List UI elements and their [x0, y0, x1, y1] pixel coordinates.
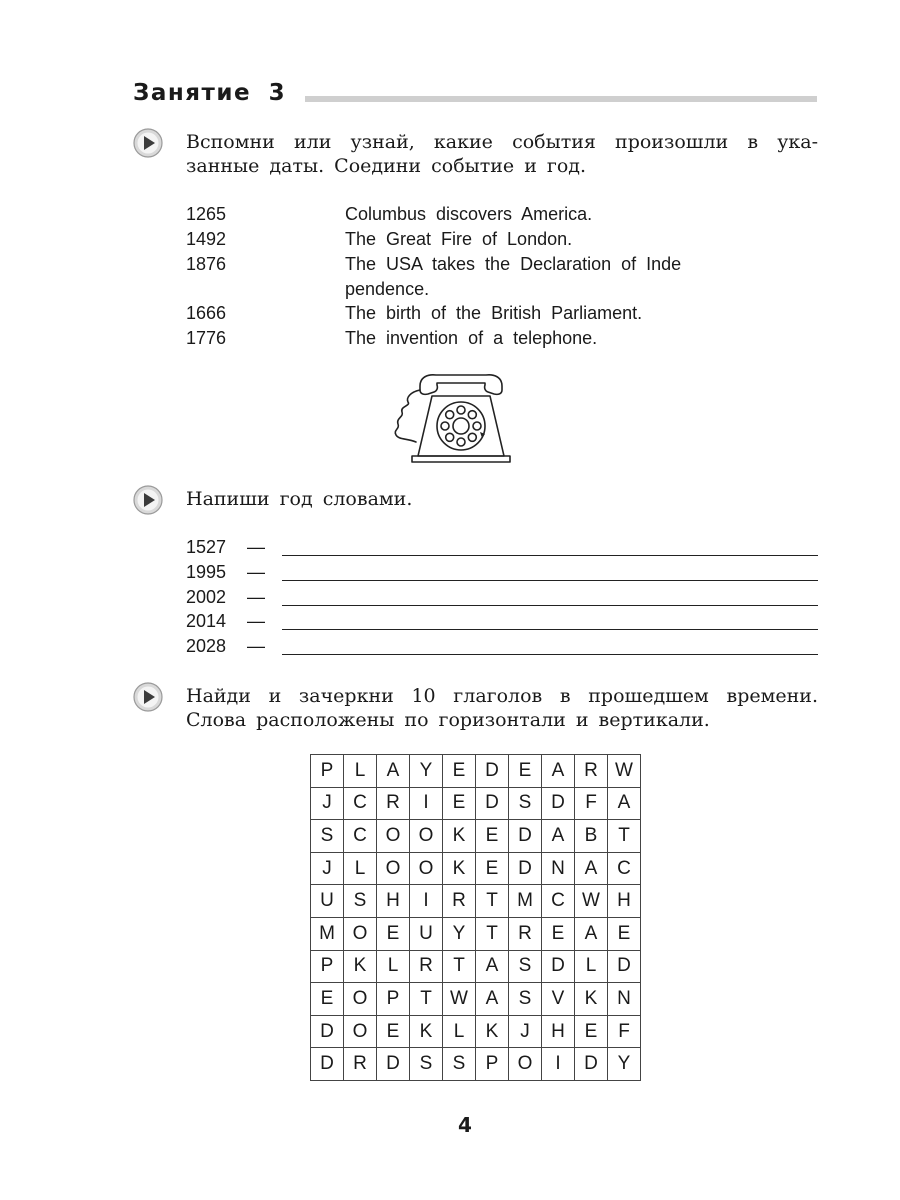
grid-cell[interactable]: R: [575, 755, 608, 788]
event-text: The Great Fire of London.: [345, 229, 573, 249]
grid-cell[interactable]: D: [542, 950, 575, 983]
grid-cell[interactable]: I: [410, 787, 443, 820]
grid-cell[interactable]: O: [344, 1015, 377, 1048]
page-number: 4: [458, 1113, 472, 1137]
grid-cell[interactable]: P: [377, 983, 410, 1016]
grid-cell[interactable]: E: [608, 917, 641, 950]
grid-row: [311, 950, 641, 983]
grid-cell[interactable]: L: [344, 755, 377, 788]
grid-cell[interactable]: W: [443, 983, 476, 1016]
grid-cell[interactable]: H: [608, 885, 641, 918]
grid-cell[interactable]: H: [377, 885, 410, 918]
grid-cell[interactable]: E: [377, 917, 410, 950]
write-dash: —: [247, 562, 265, 582]
grid-row: [311, 852, 641, 885]
grid-cell[interactable]: A: [542, 820, 575, 853]
write-row: [186, 561, 818, 586]
grid-cell[interactable]: P: [476, 1048, 509, 1081]
grid-cell[interactable]: T: [443, 950, 476, 983]
grid-cell[interactable]: K: [575, 983, 608, 1016]
grid-cell[interactable]: K: [344, 950, 377, 983]
answer-line[interactable]: [282, 605, 818, 606]
grid-cell[interactable]: E: [377, 1015, 410, 1048]
event-text: The invention of a telephone.: [345, 328, 598, 348]
grid-cell[interactable]: P: [311, 755, 344, 788]
answer-line[interactable]: [282, 654, 818, 655]
write-year: 1527: [186, 537, 227, 557]
play-bullet-icon: [133, 128, 163, 158]
grid-cell[interactable]: D: [509, 820, 542, 853]
grid-cell[interactable]: D: [311, 1015, 344, 1048]
write-year: 2014: [186, 611, 227, 631]
grid-cell[interactable]: J: [311, 852, 344, 885]
grid-cell[interactable]: A: [575, 852, 608, 885]
grid-cell[interactable]: W: [608, 755, 641, 788]
grid-cell[interactable]: C: [344, 820, 377, 853]
grid-cell[interactable]: M: [311, 917, 344, 950]
grid-cell[interactable]: C: [542, 885, 575, 918]
task3-instruction: Найди и зачеркни 10 глаголов в прошедшем времени. Слова расположены по горизонтали и вертикали.: [186, 685, 818, 731]
grid-cell[interactable]: J: [311, 787, 344, 820]
write-row: [186, 610, 818, 635]
grid-cell[interactable]: C: [608, 852, 641, 885]
grid-cell[interactable]: D: [311, 1048, 344, 1081]
grid-cell[interactable]: W: [575, 885, 608, 918]
grid-row: [311, 755, 641, 788]
event-year: 1876: [186, 254, 227, 274]
grid-cell[interactable]: O: [410, 820, 443, 853]
grid-cell[interactable]: E: [509, 755, 542, 788]
grid-cell[interactable]: D: [542, 787, 575, 820]
grid-cell[interactable]: R: [443, 885, 476, 918]
grid-row: [311, 820, 641, 853]
grid-row: [311, 917, 641, 950]
grid-cell[interactable]: V: [542, 983, 575, 1016]
write-dash: —: [247, 636, 265, 656]
event-text: The USA takes the Declaration of Inde pendence.: [345, 254, 682, 299]
write-year: 2028: [186, 636, 227, 656]
write-dash: —: [247, 537, 265, 557]
grid-cell[interactable]: Y: [443, 917, 476, 950]
grid-cell[interactable]: O: [410, 852, 443, 885]
grid-cell[interactable]: L: [443, 1015, 476, 1048]
grid-cell[interactable]: O: [377, 820, 410, 853]
grid-cell[interactable]: A: [476, 950, 509, 983]
grid-cell[interactable]: B: [575, 820, 608, 853]
event-year: 1666: [186, 303, 227, 323]
grid-cell[interactable]: N: [608, 983, 641, 1016]
write-row: [186, 635, 818, 660]
grid-cell[interactable]: D: [509, 852, 542, 885]
grid-cell[interactable]: L: [377, 950, 410, 983]
rotary-telephone-icon: [394, 372, 526, 468]
grid-cell[interactable]: K: [443, 820, 476, 853]
write-year: 2002: [186, 587, 227, 607]
write-row: [186, 586, 818, 611]
grid-row: [311, 983, 641, 1016]
grid-cell[interactable]: S: [344, 885, 377, 918]
grid-cell[interactable]: K: [410, 1015, 443, 1048]
grid-cell[interactable]: E: [311, 983, 344, 1016]
grid-cell[interactable]: D: [476, 755, 509, 788]
grid-cell[interactable]: P: [311, 950, 344, 983]
grid-cell[interactable]: E: [476, 820, 509, 853]
answer-line[interactable]: [282, 555, 818, 556]
grid-cell[interactable]: H: [542, 1015, 575, 1048]
event-text: Columbus discovers America.: [345, 204, 593, 224]
grid-cell[interactable]: E: [443, 787, 476, 820]
grid-cell[interactable]: E: [476, 852, 509, 885]
grid-cell[interactable]: D: [377, 1048, 410, 1081]
grid-cell[interactable]: O: [344, 983, 377, 1016]
grid-cell[interactable]: R: [344, 1048, 377, 1081]
word-search-grid: [310, 754, 641, 1081]
grid-row: [311, 1048, 641, 1081]
grid-cell[interactable]: L: [344, 852, 377, 885]
grid-cell[interactable]: A: [476, 983, 509, 1016]
grid-cell[interactable]: O: [509, 1048, 542, 1081]
grid-cell[interactable]: S: [410, 1048, 443, 1081]
grid-cell[interactable]: D: [575, 1048, 608, 1081]
grid-cell[interactable]: D: [476, 787, 509, 820]
grid-cell[interactable]: R: [509, 917, 542, 950]
write-row: [186, 536, 818, 561]
grid-cell[interactable]: S: [509, 983, 542, 1016]
lesson-title: Занятие 3: [133, 80, 287, 106]
grid-cell[interactable]: E: [575, 1015, 608, 1048]
grid-cell[interactable]: A: [608, 787, 641, 820]
play-bullet-icon: [133, 485, 163, 515]
write-dash: —: [247, 611, 265, 631]
grid-cell[interactable]: I: [542, 1048, 575, 1081]
grid-cell[interactable]: T: [608, 820, 641, 853]
title-rule: [305, 96, 817, 102]
grid-cell[interactable]: F: [608, 1015, 641, 1048]
grid-cell[interactable]: I: [410, 885, 443, 918]
grid-cell[interactable]: L: [575, 950, 608, 983]
grid-cell[interactable]: J: [509, 1015, 542, 1048]
grid-cell[interactable]: A: [575, 917, 608, 950]
grid-cell[interactable]: E: [542, 917, 575, 950]
play-bullet-icon: [133, 682, 163, 712]
grid-cell[interactable]: S: [311, 820, 344, 853]
grid-cell[interactable]: U: [311, 885, 344, 918]
grid-row: [311, 885, 641, 918]
event-text: The birth of the British Parliament.: [345, 303, 643, 323]
grid-cell[interactable]: S: [443, 1048, 476, 1081]
grid-cell[interactable]: D: [608, 950, 641, 983]
write-year: 1995: [186, 562, 227, 582]
write-dash: —: [247, 587, 265, 607]
grid-cell[interactable]: T: [476, 885, 509, 918]
grid-cell[interactable]: O: [377, 852, 410, 885]
grid-cell[interactable]: M: [509, 885, 542, 918]
task2-instruction: Напиши год словами.: [186, 488, 413, 510]
grid-cell[interactable]: A: [377, 755, 410, 788]
grid-row: [311, 787, 641, 820]
event-year: 1776: [186, 328, 227, 348]
grid-cell[interactable]: Y: [608, 1048, 641, 1081]
grid-cell[interactable]: T: [476, 917, 509, 950]
grid-cell[interactable]: C: [344, 787, 377, 820]
grid-cell[interactable]: O: [344, 917, 377, 950]
grid-cell[interactable]: A: [542, 755, 575, 788]
grid-row: [311, 1015, 641, 1048]
grid-cell[interactable]: K: [476, 1015, 509, 1048]
event-year: 1265: [186, 204, 227, 224]
grid-cell[interactable]: S: [509, 787, 542, 820]
grid-cell[interactable]: N: [542, 852, 575, 885]
grid-cell[interactable]: U: [410, 917, 443, 950]
answer-line[interactable]: [282, 629, 818, 630]
event-year: 1492: [186, 229, 227, 249]
grid-cell[interactable]: R: [410, 950, 443, 983]
grid-cell[interactable]: T: [410, 983, 443, 1016]
grid-cell[interactable]: S: [509, 950, 542, 983]
task1-instruction: Вспомни или узнай, какие события произошли в указанные даты. Соедини событие и год.: [186, 131, 818, 177]
grid-cell[interactable]: F: [575, 787, 608, 820]
grid-cell[interactable]: Y: [410, 755, 443, 788]
answer-line[interactable]: [282, 580, 818, 581]
grid-cell[interactable]: K: [443, 852, 476, 885]
grid-cell[interactable]: R: [377, 787, 410, 820]
grid-cell[interactable]: E: [443, 755, 476, 788]
